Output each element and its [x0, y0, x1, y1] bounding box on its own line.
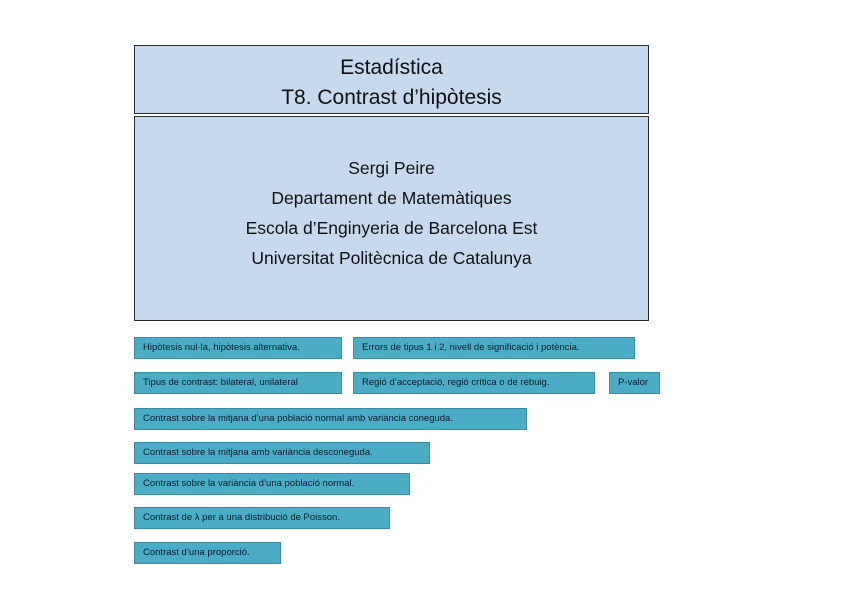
- course-title: Estadística: [340, 56, 443, 79]
- topic-link-acceptance-region[interactable]: Regió d’acceptació, regió crítica o de rebuig.: [353, 372, 595, 394]
- topic-link-p-value[interactable]: P-valor: [609, 372, 660, 394]
- author-box: [134, 116, 649, 321]
- topic-link-mean-known-variance[interactable]: Contrast sobre la mitjana d’una població normal amb variància coneguda.: [134, 408, 527, 430]
- topic-link-null-hypothesis[interactable]: Hipòtesis nul·la, hipòtesis alternativa.: [134, 337, 342, 359]
- topic-title: T8. Contrast d’hipòtesis: [281, 86, 502, 109]
- topic-link-mean-unknown-variance[interactable]: Contrast sobre la mitjana amb variància desconeguda.: [134, 442, 430, 464]
- topic-link-error-types[interactable]: Errors de tipus 1 i 2, nivell de significació i potència.: [353, 337, 635, 359]
- author-university: Universitat Politècnica de Catalunya: [251, 248, 532, 268]
- author-department: Departament de Matemàtiques: [271, 188, 512, 208]
- author-school: Escola d’Enginyeria de Barcelona Est: [245, 218, 538, 238]
- topic-link-poisson-test[interactable]: Contrast de λ per a una distribució de Poisson.: [134, 507, 390, 529]
- author-name: Sergi Peire: [348, 158, 435, 178]
- topic-link-proportion-test[interactable]: Contrast d’una proporció.: [134, 542, 281, 564]
- topic-link-test-types[interactable]: Tipus de contrast: bilateral, unilateral: [134, 372, 342, 394]
- title-box: [134, 45, 649, 114]
- topic-link-variance-test[interactable]: Contrast sobre la variància d’una població normal.: [134, 473, 410, 495]
